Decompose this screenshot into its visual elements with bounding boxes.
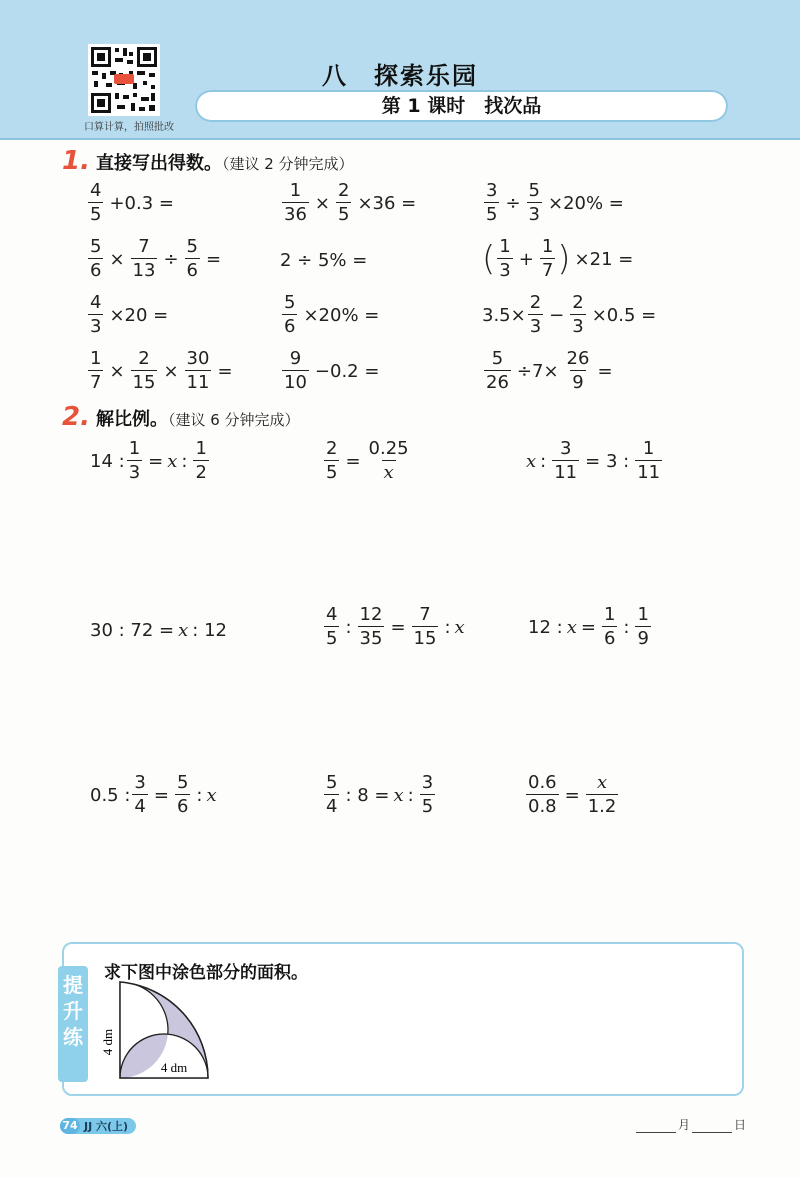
variable-x: x [393,784,404,806]
expr-text: ×36 = [357,192,417,214]
fraction: $\frac{5}{6}$ [176,772,189,817]
fraction: $\frac{5}{26}$ [486,348,509,393]
fraction: $\frac{5}{6}$ [284,292,296,337]
fraction: $\frac{4}{5}$ [90,180,102,225]
fraction: $\frac{5}{6}$ [90,236,102,281]
calc-item-5 [280,250,367,271]
expr-text: −0.2 = [314,360,380,382]
extension-tab: 提升练 [58,966,88,1082]
bottom-length-label: 4 dm [160,1060,188,1075]
qr-caption: 口算计算，拍照批改 [84,122,174,133]
calc-item-1 [86,182,178,224]
calc-item-4: $\frac{5}{6}$ × $\frac{7}{13}$ ÷ $\frac{5}{6}$ = [90,236,222,281]
expr-text: ×21 = [574,248,634,270]
fraction: $\frac{2}{3}$ [529,292,542,337]
unit-title: 八 探索乐园 [322,62,478,90]
header-rule [0,138,800,140]
book-label: JJ 六(上) [84,1120,129,1133]
page-number: 74 [60,1118,80,1134]
fraction: $\frac{1}{6}$ [603,604,616,649]
lesson-title: 第 1 课时 找次品 [381,95,542,117]
section-hint: （建议 2 分钟完成） [221,155,354,173]
day-blank[interactable] [692,1132,732,1133]
section-number: 2. [62,402,90,432]
calc-item-10: $\frac{1}{7}$ × $\frac{2}{15}$ × $\frac{30}{11}$ = [90,348,233,393]
fraction: $\frac{4}{5}$ [326,604,338,649]
section-hint: （建议 6 分钟完成） [167,411,300,429]
expr-text: ×20 = [109,304,169,326]
fraction: $\frac{2}{15}$ [132,348,156,393]
fraction: $\frac{7}{13}$ [132,236,156,281]
fraction: $\frac{1}{36}$ [284,180,307,225]
page-badge [60,1118,136,1134]
fraction: $\frac{2}{3}$ [572,292,584,337]
fraction: $\frac{7}{15}$ [413,604,437,649]
month-label: 月 [678,1118,691,1132]
proportion-item-9: $\frac{0.6}{0.8}$ = $\frac{x}{1.2}$ [528,772,617,817]
fraction: $\frac{1}{7}$ [541,236,554,281]
day-label: 日 [734,1118,747,1132]
calc-item-2: $\frac{1}{36}$ × $\frac{2}{5}$ ×36 = [284,180,417,225]
proportion-item-6: 12 : x = $\frac{1}{6}$ : $\frac{1}{9}$ [528,604,649,649]
variable-x: x [566,616,577,638]
fraction: $\frac{1}{3}$ [128,438,141,483]
expr-text: = [597,360,613,382]
proportion-item-7: 0.5 : $\frac{3}{4}$ = $\frac{5}{6}$ : x [90,772,217,817]
fraction: $\frac{30}{11}$ [186,348,210,393]
fraction: $\frac{3}{5}$ [421,772,434,817]
expr-text: = [217,360,233,382]
calc-item-3: $\frac{3}{5}$ ÷ $\frac{5}{3}$ ×20% = [486,180,624,225]
expr-text: ×20% = [548,192,624,214]
fraction: $\frac{2}{5}$ [338,180,350,225]
proportion-item-1: 14 : $\frac{1}{3}$ = x : $\frac{1}{2}$ [90,438,207,483]
variable-x: x [178,620,189,641]
proportion-item-3: x : $\frac{3}{11}$ = 3 : $\frac{1}{11}$ [526,438,661,483]
proportion-item-4: 30 : 72 = x : 12 [90,620,227,641]
fraction: $\frac{26}{9}$ [566,348,590,393]
section-heading: 直接写出得数。 [95,153,222,174]
section-heading: 解比例。 [95,409,168,430]
shaded-area-figure [98,980,218,1088]
section-1-title [62,146,354,176]
fraction: $\frac{1}{9}$ [637,604,649,649]
fraction: $\frac{9}{10}$ [284,348,307,393]
calc-item-11 [280,350,383,392]
calc-item-8 [280,294,383,336]
section-number: 1. [62,146,90,176]
fraction: $\frac{3}{5}$ [486,180,498,225]
month-blank[interactable] [636,1132,676,1133]
side-length-label: 4 dm [100,1028,115,1056]
expr-text: = [206,248,222,270]
calc-item-6: ( $\frac{1}{3}$ + $\frac{1}{7}$ ) ×21 = [482,236,634,281]
fraction: $\frac{1}{7}$ [90,348,102,393]
fraction: $\frac{3}{11}$ [554,438,578,483]
fraction: $\frac{1}{2}$ [195,438,207,483]
expr-text: ×0.5 = [591,304,657,326]
variable-x: x [454,616,465,638]
fraction: $\frac{0.6}{0.8}$ [528,772,557,817]
variable-x: x [206,784,217,806]
variable-x: x [167,450,178,472]
extension-question: 求下图中涂色部分的面积。 [104,963,308,983]
fraction: $\frac{5}{6}$ [186,236,198,281]
variable-x: x [526,450,537,472]
calc-item-12 [482,350,617,392]
expr-text: ÷7× [516,360,559,382]
fraction: $\frac{2}{5}$ [326,438,338,483]
expr-text: 2 ÷ 5% = [280,250,368,271]
calc-item-9: 3.5× $\frac{2}{3}$ − $\frac{2}{3}$ ×0.5 = [482,292,657,337]
fraction: $\frac{3}{4}$ [134,772,146,817]
fraction: $\frac{x}{1.2}$ [587,772,617,817]
fraction: $\frac{5}{3}$ [528,180,540,225]
proportion-item-2: $\frac{2}{5}$ = $\frac{0.25}{x}$ [326,438,409,483]
proportion-item-8: $\frac{5}{4}$ : 8 = x : $\frac{3}{5}$ [326,772,434,817]
fraction: $\frac{5}{4}$ [326,772,338,817]
proportion-item-5: $\frac{4}{5}$ : $\frac{12}{35}$ = $\frac{7}{15}$ : x [326,604,465,649]
fraction: $\frac{4}{3}$ [90,292,102,337]
expr-text: ×20% = [303,304,380,326]
fraction: $\frac{0.25}{x}$ [368,438,409,483]
lesson-title-bar [195,90,728,122]
fraction: $\frac{1}{11}$ [637,438,661,483]
expr-text: 3.5× [482,304,526,326]
fraction: $\frac{1}{3}$ [499,236,511,281]
expr-text: +0.3 = [109,192,174,214]
section-2-title [62,402,300,432]
calc-item-7 [86,294,172,336]
fraction: $\frac{12}{35}$ [359,604,383,649]
